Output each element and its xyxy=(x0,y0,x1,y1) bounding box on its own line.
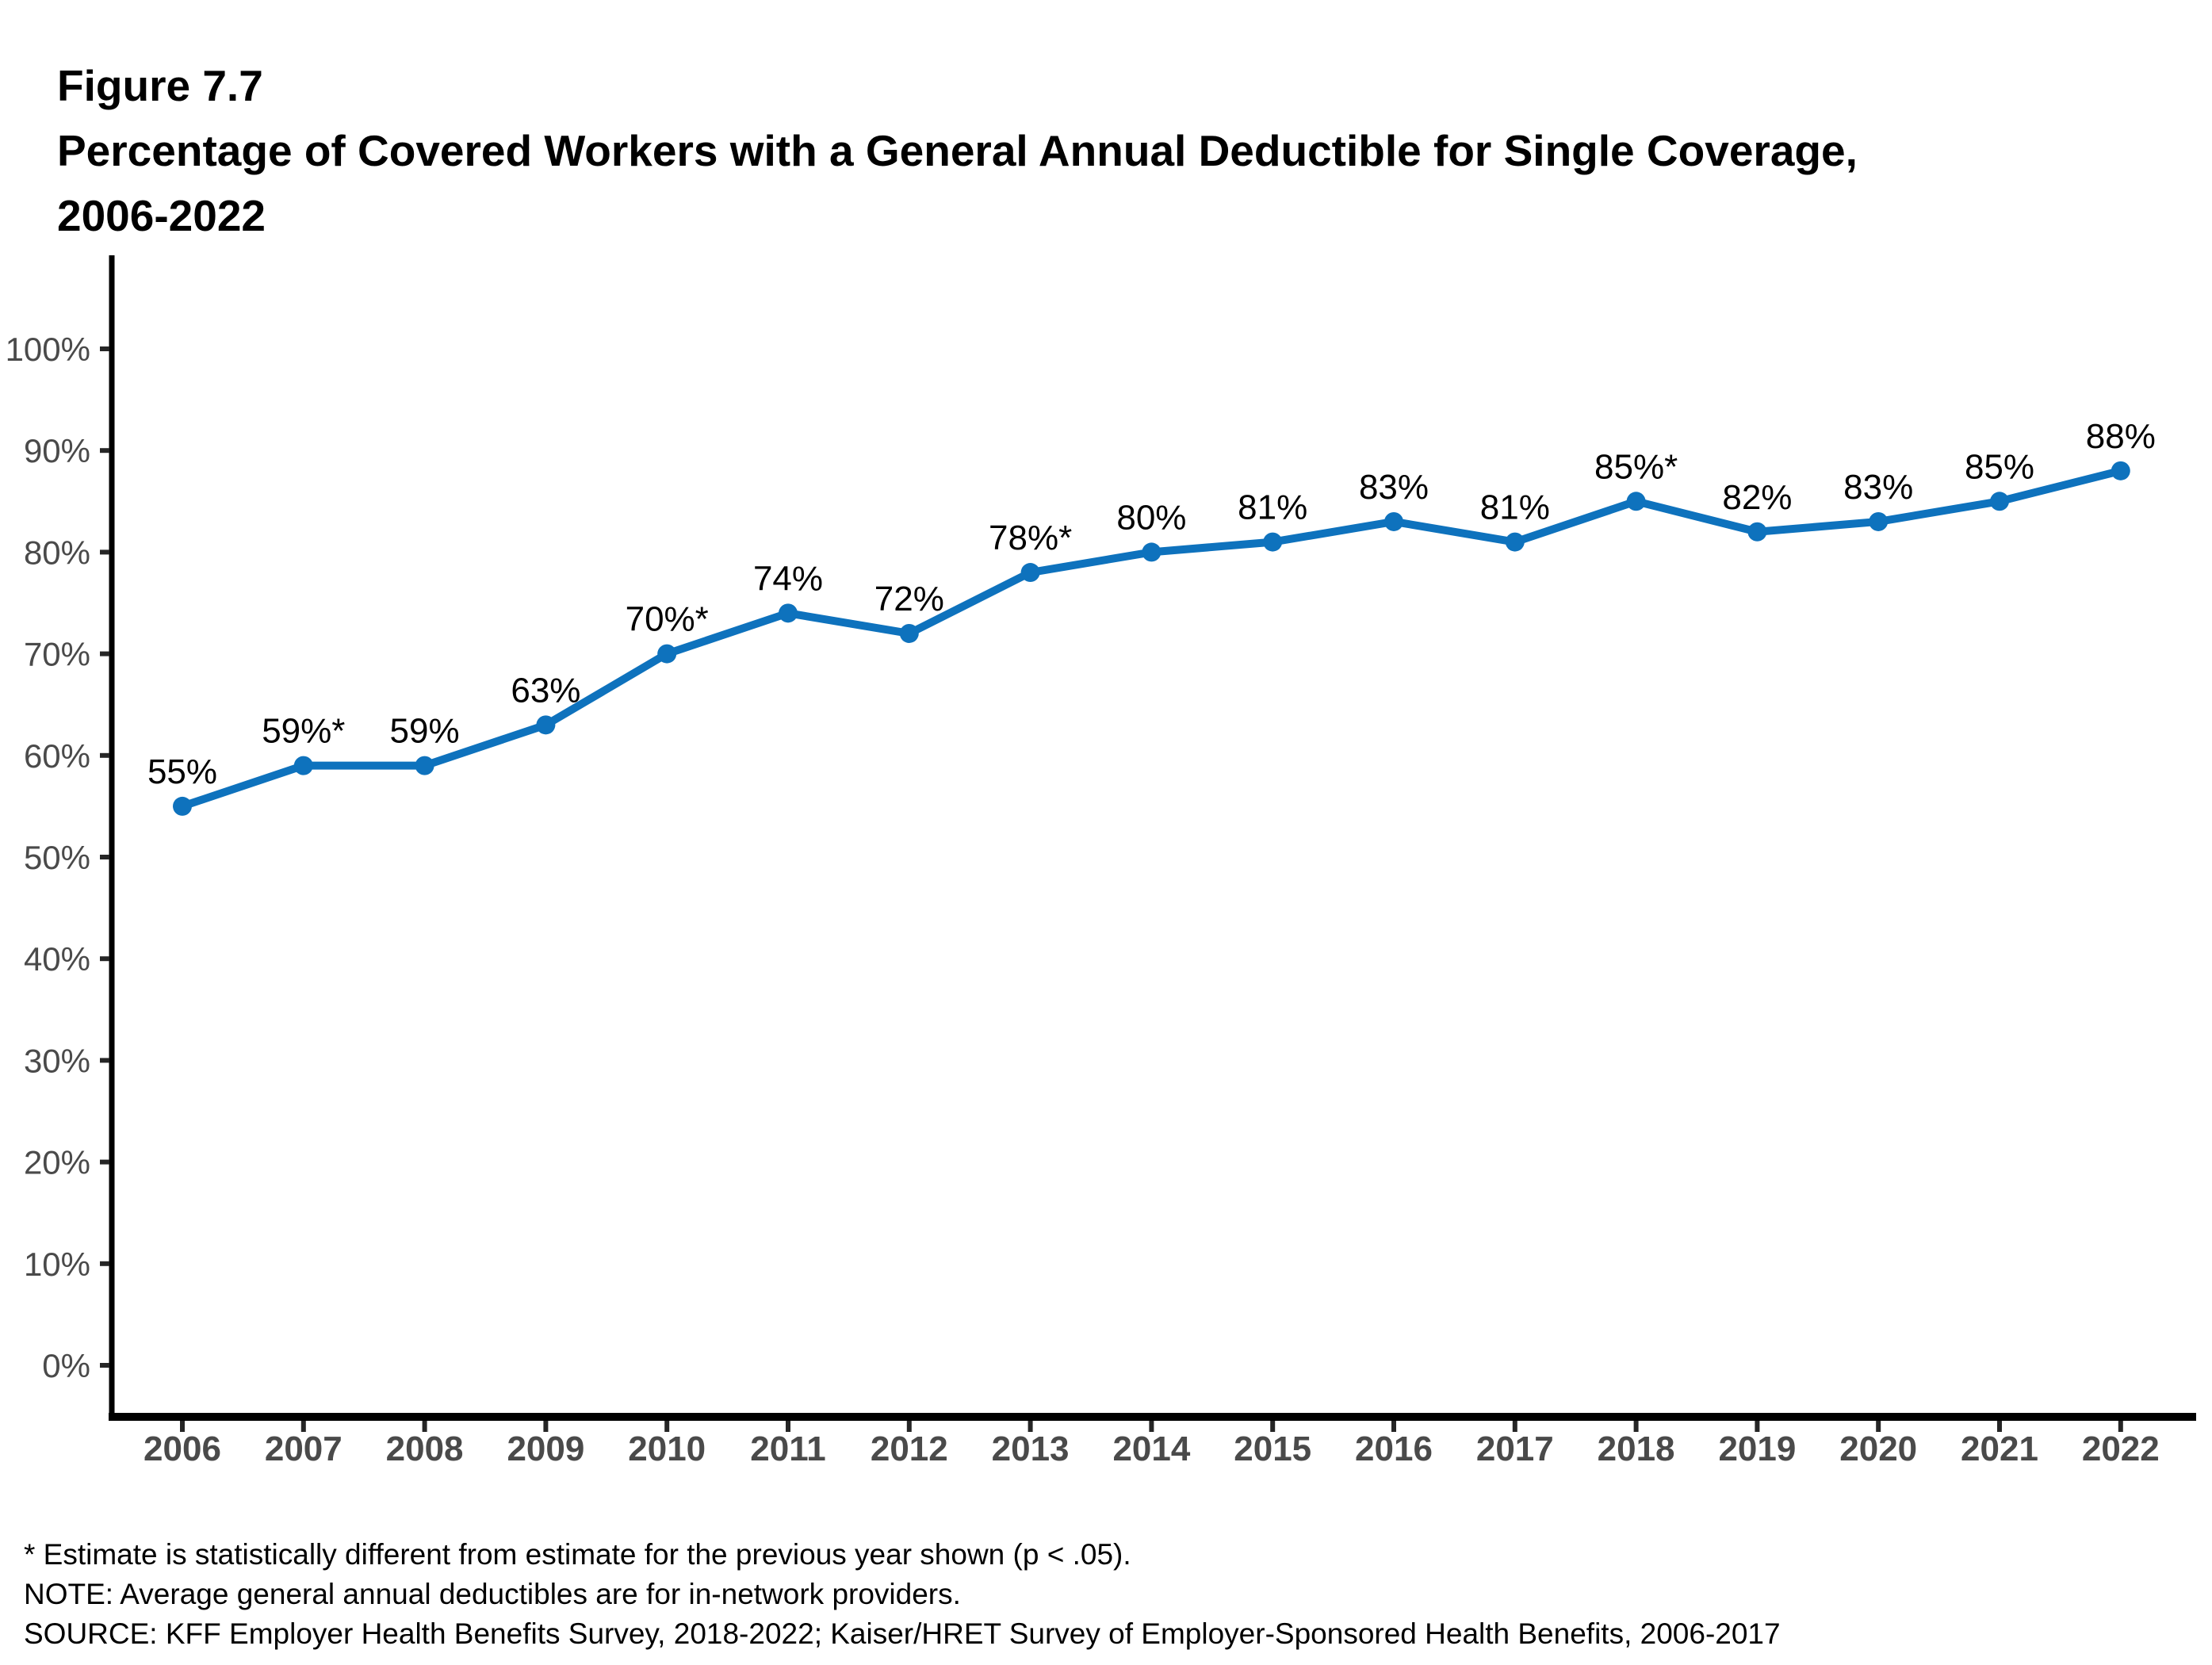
x-axis-tick-label: 2020 xyxy=(1839,1430,1918,1468)
data-point-label: 88% xyxy=(2085,416,2156,456)
data-point-label: 80% xyxy=(1116,498,1187,538)
y-axis-tick-label: 20% xyxy=(23,1143,90,1181)
y-axis-tick-label: 50% xyxy=(23,839,90,876)
x-axis-tick-label: 2015 xyxy=(1234,1430,1312,1468)
footnote-note: NOTE: Average general annual deductibles are for in-network providers. xyxy=(24,1578,961,1610)
data-point xyxy=(1627,492,1646,511)
data-point-label: 78%* xyxy=(989,519,1073,558)
y-axis-tick-label: 80% xyxy=(23,534,90,572)
x-axis-tick-label: 2016 xyxy=(1355,1430,1433,1468)
x-axis-tick-label: 2022 xyxy=(2081,1430,2160,1468)
y-axis-tick-label: 10% xyxy=(23,1245,90,1283)
footnotes xyxy=(24,1535,1781,1654)
x-axis-tick-label: 2013 xyxy=(991,1430,1070,1468)
data-point xyxy=(1384,512,1403,531)
x-axis-tick-label: 2009 xyxy=(507,1430,585,1468)
data-point-label: 82% xyxy=(1722,477,1793,517)
y-axis-tick-label: 100% xyxy=(5,331,90,368)
x-axis-tick-label: 2021 xyxy=(1961,1430,2038,1468)
data-point-label: 72% xyxy=(874,579,944,618)
data-point xyxy=(1990,492,2009,511)
x-axis-tick-label: 2006 xyxy=(144,1430,221,1468)
data-point-label: 74% xyxy=(752,559,824,599)
figure-number: Figure 7.7 xyxy=(57,61,263,110)
data-point xyxy=(1506,533,1525,552)
chart-title-line1: Percentage of Covered Workers with a General Annual Deductible for Single Coverage, xyxy=(57,126,1858,175)
data-point xyxy=(1142,542,1161,561)
data-point-label: 63% xyxy=(511,671,581,710)
data-point-label: 83% xyxy=(1358,467,1429,507)
data-point-label: 83% xyxy=(1843,467,1914,507)
data-point-label: 55% xyxy=(147,752,218,791)
data-point xyxy=(1021,563,1040,582)
data-point-label: 59% xyxy=(389,711,460,751)
data-point xyxy=(1747,522,1766,542)
y-axis-tick-label: 0% xyxy=(42,1347,90,1384)
data-point-label: 85% xyxy=(1964,447,2035,487)
y-axis-tick-label: 70% xyxy=(23,635,90,673)
data-point-label: 70%* xyxy=(625,599,709,639)
x-axis-tick-label: 2012 xyxy=(870,1430,948,1468)
data-point xyxy=(2111,461,2130,480)
data-point-label: 81% xyxy=(1479,488,1550,527)
x-axis-tick-label: 2019 xyxy=(1718,1430,1797,1468)
footnote-asterisk: * Estimate is statistically different from estimate for the previous year shown (p < .05). xyxy=(24,1538,1131,1571)
x-axis-tick-label: 2018 xyxy=(1597,1430,1675,1468)
data-point xyxy=(779,603,798,622)
footnote-source: SOURCE: KFF Employer Health Benefits Survey, 2018-2022; Kaiser/HRET Survey of Employer-Sponsored Health Benefits, 2006-2017 xyxy=(24,1617,1781,1650)
data-point xyxy=(415,756,434,775)
x-axis-tick-label: 2010 xyxy=(628,1430,706,1468)
data-point-label: 59%* xyxy=(262,711,346,751)
y-axis-tick-label: 30% xyxy=(23,1042,90,1080)
data-point xyxy=(294,756,313,775)
data-point xyxy=(1263,533,1282,552)
data-point-label: 85%* xyxy=(1594,447,1678,487)
data-point-label: 81% xyxy=(1238,488,1308,527)
x-axis-tick-label: 2008 xyxy=(385,1430,464,1468)
data-point xyxy=(657,645,676,664)
x-axis-tick-label: 2007 xyxy=(264,1430,343,1468)
data-point xyxy=(536,715,555,734)
x-axis-tick-label: 2014 xyxy=(1112,1430,1191,1468)
y-axis-tick-label: 60% xyxy=(23,737,90,775)
data-point xyxy=(900,624,919,643)
data-point xyxy=(1869,512,1888,531)
y-axis-tick-label: 90% xyxy=(23,432,90,470)
x-axis-tick-label: 2011 xyxy=(750,1430,826,1468)
chart-title-line2: 2006-2022 xyxy=(57,191,266,240)
data-point xyxy=(173,797,192,816)
x-axis-tick-label: 2017 xyxy=(1475,1430,1554,1468)
y-axis-tick-label: 40% xyxy=(23,940,90,978)
